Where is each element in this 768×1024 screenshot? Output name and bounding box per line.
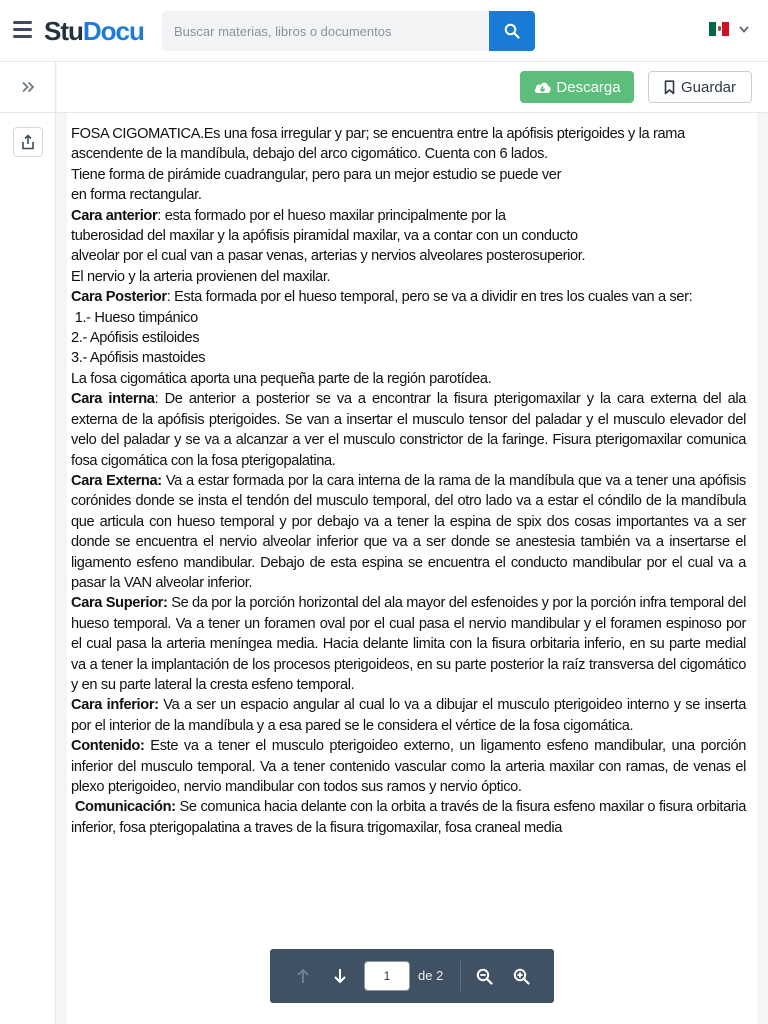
download-button[interactable] xyxy=(520,71,634,103)
mexico-flag-icon xyxy=(709,22,729,36)
toolbar-divider xyxy=(460,961,461,991)
page-count-label: de 2 xyxy=(418,968,444,983)
section-cara-anterior: Cara anterior: esta formado por el hueso maxilar principalmente por la xyxy=(71,207,506,224)
page-navigation-toolbar xyxy=(270,949,554,1003)
paragraph: El nervio y la arteria provienen del maxilar. xyxy=(71,268,331,285)
zoom-out-icon xyxy=(476,968,493,985)
document-page xyxy=(67,113,757,1024)
paragraph: FOSA CIGOMATICA.Es una fosa irregular y par; se encuentra entre la apófisis pterigoides y la rama xyxy=(71,126,685,142)
zoom-in-icon xyxy=(513,968,530,985)
search-icon xyxy=(504,23,520,39)
share-icon xyxy=(21,134,35,150)
save-label: Guardar xyxy=(680,78,737,96)
section-cara-inferior: Cara inferior: Va a ser un espacio angular al cual lo va a dibujar el musculo pterigoideo interno y se inserta por el interior de la mandíbula y a esa pared se le considera el vértice de la fosa cigomática. xyxy=(71,697,746,734)
search-button[interactable] xyxy=(489,11,535,51)
previous-page-button[interactable] xyxy=(288,961,318,991)
save-button[interactable] xyxy=(648,71,752,103)
share-button[interactable] xyxy=(13,127,43,157)
section-cara-posterior: Cara Posterior: Esta formada por el hueso temporal, pero se va a dividir en tres los cuales van a ser: xyxy=(71,289,693,306)
page-number-input[interactable] xyxy=(364,961,410,991)
paragraph: tuberosidad del maxilar y la apófisis piramidal maxilar, va a contar con un conducto xyxy=(71,228,578,245)
document-action-bar xyxy=(57,62,768,113)
double-chevron-right-icon xyxy=(21,81,35,93)
cloud-download-icon xyxy=(533,80,552,94)
zoom-in-button[interactable] xyxy=(506,961,536,991)
arrow-up-icon xyxy=(296,968,310,984)
chevron-down-icon xyxy=(739,26,749,33)
section-contenido: Contenido: Este va a tener el musculo pterigoideo externo, un ligamento esfeno mandibular, una porción inferior del musculo temporal. Va a tener contenido vascular como la arteria maxilar con ramas, de venas el plexo pterigoideo, nervio mandibular con todos sus ramos y nervio óptico. xyxy=(71,738,746,795)
arrow-down-icon xyxy=(333,968,347,984)
studocu-logo[interactable]: StuDocu xyxy=(44,16,144,46)
paragraph: en forma rectangular. xyxy=(71,187,202,204)
left-sidebar xyxy=(0,62,56,1024)
section-cara-externa: Cara Externa: Va a estar formada por la cara interna de la rama de la mandíbula que va a tener una apófisis corónides donde se insta el tendón del musculo temporal, del otro lado va a estar el cóndilo de la mandíbula que articula con hueso temporal y por debajo va a tener la espina de spix dos cosas importantes va a ser donde se encuentra el nervio alveolar inferior que va a ser donde se anestesia también va a insertarse el ligamento esfeno mandibular. Debajo de esta espina se encuentra el conducto mandibular por el cual va a pasar la VAN alveolar inferior. xyxy=(71,472,746,591)
zoom-out-button[interactable] xyxy=(469,961,499,991)
bookmark-icon xyxy=(664,80,675,95)
expand-sidebar-button[interactable] xyxy=(0,62,55,113)
paragraph: alveolar por el cual van a pasar venas, arterias y nervios alveolares posterosuperior. xyxy=(71,248,586,265)
section-comunicacion: Comunicación: Se comunica hacia delante con la orbita a través de la fisura esfeno maxilar o fisura orbitaria inferior, fosa pterigopalatina a traves de la fisura trigomaxilar, fosa craneal media xyxy=(71,799,747,836)
search-input[interactable] xyxy=(174,11,484,51)
next-page-button[interactable] xyxy=(325,961,355,991)
document-text xyxy=(71,124,746,838)
list-item: 1.- Hueso timpánico xyxy=(71,309,198,326)
top-header xyxy=(0,0,768,62)
section-cara-superior: Cara Superior: Se da por la porción horizontal del ala mayor del esfenoides y por la porción infra temporal del hueso temporal. Va a tener un foramen oval por el cual pasa el nervio mandibular y el foramen espinoso por el cual pasa la arteria meníngea media. Hacia delante limita con la fisura orbitaria inferio, en su parte medial va a tener la implantación de los procesos pterigoideos, en su parte posterior la raíz transversa del cigomático y en su parte lateral la cresta esfeno temporal. xyxy=(71,595,747,693)
paragraph: La fosa cigomática aporta una pequeña parte de la región parotídea. xyxy=(71,370,492,387)
list-item: 3.- Apófisis mastoides xyxy=(71,350,206,367)
section-cara-interna: Cara interna: De anterior a posterior se va a encontrar la fisura pterigomaxilar y la cara externa del ala externa de la apófisis pterigoides. Se van a insertar el musculo tensor del paladar y el musculo elevador del velo del paladar y se va a alcanzar a ver el musculo constrictor de la faringe. Fisura pterigomaxilar comunica fosa cigomática con la fosa pterigopalatina. xyxy=(71,391,746,469)
list-item: 2.- Apófisis estiloides xyxy=(71,330,200,347)
language-selector[interactable] xyxy=(709,22,749,36)
search-box xyxy=(162,11,535,51)
paragraph: ascendente de la mandíbula, debajo del arco cigomático. Cuenta con 6 lados. xyxy=(71,146,548,163)
download-label: Descarga xyxy=(556,78,621,96)
paragraph: Tiene forma de pirámide cuadrangular, pero para un mejor estudio se puede ver xyxy=(71,166,562,183)
menu-icon[interactable] xyxy=(13,21,32,39)
